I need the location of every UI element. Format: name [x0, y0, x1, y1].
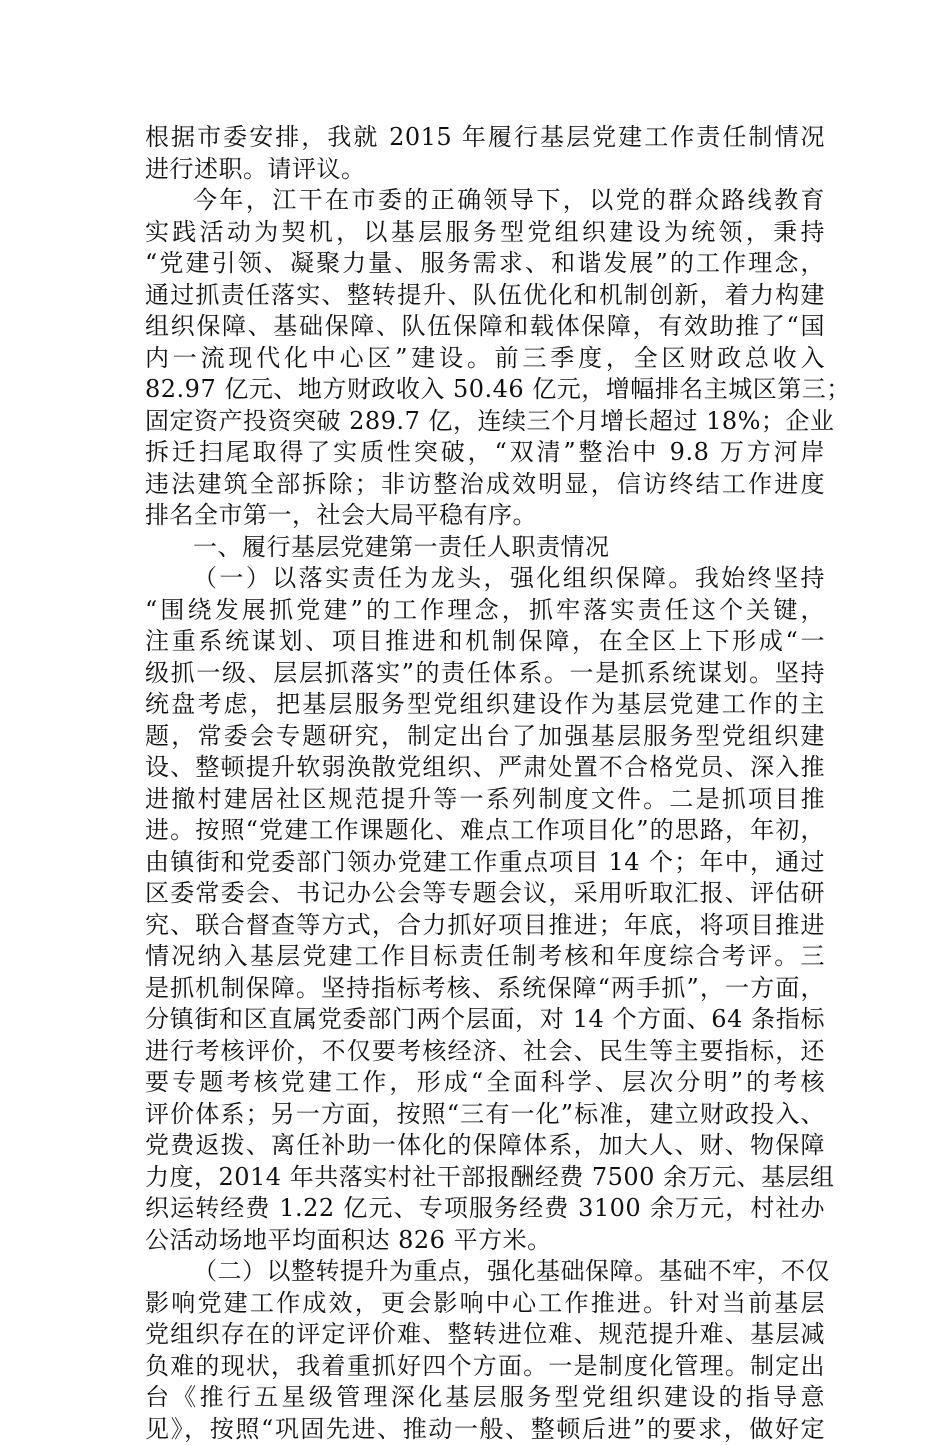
text-line: 通过抓责任落实、整转提升、队伍优化和机制创新，着力构建	[145, 280, 825, 312]
text-line: 由镇街和党委部门领办党建工作重点项目 14 个；年中，通过	[145, 847, 825, 879]
text-line: 一、履行基层党建第一责任人职责情况	[145, 532, 825, 564]
text-line: 拆迁扫尾取得了实质性突破，“双清”整治中 9.8 万方河岸	[145, 437, 825, 469]
text-line: 进。按照“党建工作课题化、难点工作项目化”的思路，年初，	[145, 815, 825, 847]
text-line: 82.97 亿元、地方财政收入 50.46 亿元，增幅排名主城区第三；	[145, 374, 825, 406]
text-line: 评价体系；另一方面，按照“三有一化”标准，建立财政投入、	[145, 1099, 825, 1131]
text-line: “党建引领、凝聚力量、服务需求、和谐发展”的工作理念，	[145, 248, 825, 280]
text-line: 违法建筑全部拆除；非访整治成效明显，信访终结工作进度	[145, 469, 825, 501]
text-line: 今年，江干在市委的正确领导下，以党的群众路线教育	[145, 185, 825, 217]
text-line: 负难的现状，我着重抓好四个方面。一是制度化管理。制定出	[145, 1351, 825, 1383]
text-line: 分镇街和区直属党委部门两个层面，对 14 个方面、64 条指标	[145, 1004, 825, 1036]
text-line: 台《推行五星级管理深化基层服务型党组织建设的指导意	[145, 1382, 825, 1414]
text-line: （一）以落实责任为龙头，强化组织保障。我始终坚持	[145, 563, 825, 595]
text-line: 固定资产投资突破 289.7 亿，连续三个月增长超过 18%；企业	[145, 406, 825, 438]
text-line: 进行述职。请评议。	[145, 154, 825, 186]
text-line: 实践活动为契机，以基层服务型党组织建设为统领，秉持	[145, 217, 825, 249]
text-line: 区委常委会、书记办公会等专题会议，采用听取汇报、评估研	[145, 878, 825, 910]
text-line: 力度，2014 年共落实村社干部报酬经费 7500 余万元、基层组	[145, 1162, 825, 1194]
text-line: “围绕发展抓党建”的工作理念，抓牢落实责任这个关键，	[145, 595, 825, 627]
text-line: 内一流现代化中心区”建设。前三季度，全区财政总收入	[145, 343, 825, 375]
text-line: 注重系统谋划、项目推进和机制保障，在全区上下形成“一	[145, 626, 825, 658]
text-line: 设、整顿提升软弱涣散党组织、严肃处置不合格党员、深入推	[145, 752, 825, 784]
text-line: 统盘考虑，把基层服务型党组织建设作为基层党建工作的主	[145, 689, 825, 721]
text-line: 公活动场地平均面积达 826 平方米。	[145, 1225, 825, 1257]
text-line: 要专题考核党建工作，形成“全面科学、层次分明”的考核	[145, 1067, 825, 1099]
text-line: 党费返拨、离任补助一体化的保障体系，加大人、财、物保障	[145, 1130, 825, 1162]
document-body	[145, 122, 825, 1445]
text-line: 是抓机制保障。坚持指标考核、系统保障“两手抓”，一方面，	[145, 973, 825, 1005]
text-line: 究、联合督查等方式，合力抓好项目推进；年底，将项目推进	[145, 910, 825, 942]
text-line: 织运转经费 1.22 亿元、专项服务经费 3100 余万元，村社办	[145, 1193, 825, 1225]
text-line: 进撤村建居社区规范提升等一系列制度文件。二是抓项目推	[145, 784, 825, 816]
text-line: 情况纳入基层党建工作目标责任制考核和年度综合考评。三	[145, 941, 825, 973]
text-line: 影响党建工作成效，更会影响中心工作推进。针对当前基层	[145, 1288, 825, 1320]
text-line: 根据市委安排，我就 2015 年履行基层党建工作责任制情况	[145, 122, 825, 154]
text-line: 组织保障、基础保障、队伍保障和载体保障，有效助推了“国	[145, 311, 825, 343]
text-line: 题，常委会专题研究，制定出台了加强基层服务型党组织建	[145, 721, 825, 753]
text-line: 级抓一级、层层抓落实”的责任体系。一是抓系统谋划。坚持	[145, 658, 825, 690]
text-line: 进行考核评价，不仅要考核经济、社会、民生等主要指标，还	[145, 1036, 825, 1068]
text-line: 党组织存在的评定评价难、整转进位难、规范提升难、基层减	[145, 1319, 825, 1351]
text-line: 排名全市第一，社会大局平稳有序。	[145, 500, 825, 532]
text-line: （二）以整转提升为重点，强化基础保障。基础不牢，不仅	[145, 1256, 825, 1288]
text-line: 见》，按照“巩固先进、推动一般、整顿后进”的要求，做好定	[145, 1414, 825, 1445]
